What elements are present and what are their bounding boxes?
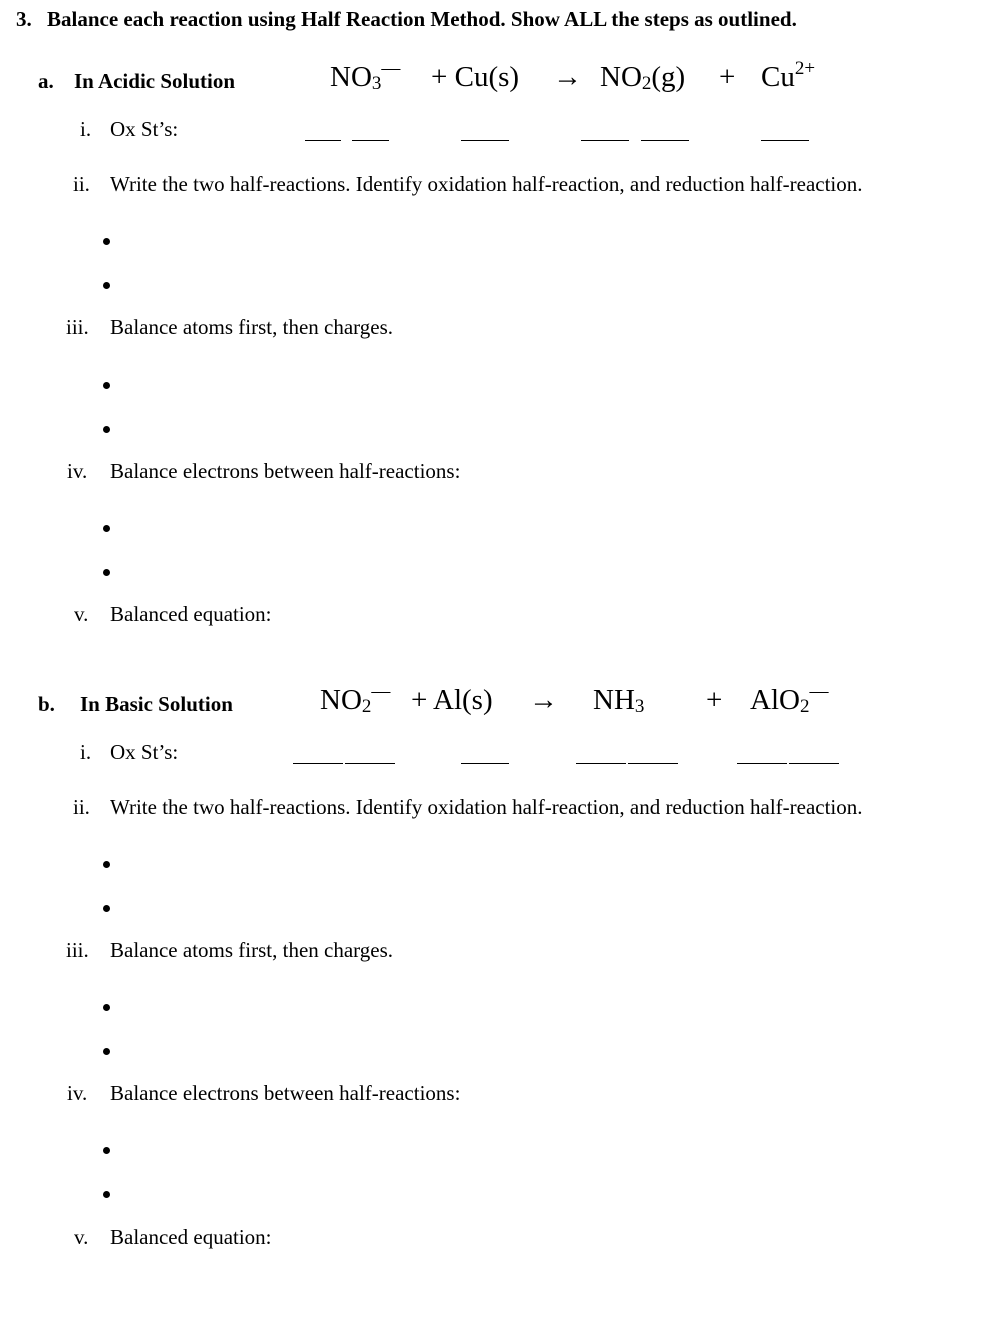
question-text: Balance each reaction using Half Reaction Method. Show ALL the steps as outlined.: [47, 7, 797, 31]
part-b-arrow: →: [529, 684, 558, 716]
part-b-product-2: AlO$_2$—: [750, 681, 829, 717]
part-b-step-i-number: i.: [80, 740, 92, 764]
part-a-step-ii-text: Write the two half-reactions. Identify oxidation half-reaction, and reduction half-reaction.: [110, 172, 863, 196]
bullet: [103, 861, 110, 868]
part-b-step-iii-number: iii.: [66, 938, 89, 962]
part-b-step-iii-text: Balance atoms first, then charges.: [110, 938, 394, 962]
part-b-letter: b.: [38, 692, 55, 716]
part-b-step-v-text: Balanced equation:: [110, 1225, 272, 1249]
part-a-step-iv-number: iv.: [67, 459, 88, 483]
part-b-step-v-number: v.: [74, 1225, 89, 1249]
part-a-letter: a.: [38, 69, 54, 93]
part-a-arrow: →: [553, 61, 582, 93]
part-a-step-i-number: i.: [80, 117, 92, 141]
part-a-step-v-text: Balanced equation:: [110, 602, 272, 626]
part-b-ox-blank-2[interactable]: [345, 763, 395, 764]
question-number: 3.: [16, 7, 32, 31]
part-a-title: In Acidic Solution: [74, 69, 236, 93]
part-b-product-1: $NH_3$: [593, 684, 645, 717]
part-b-ox-blank-4[interactable]: [576, 763, 626, 764]
part-a-reactant-1: $NO_3^—$: [330, 58, 401, 94]
part-a-step-iii-number: iii.: [66, 315, 89, 339]
bullet: [103, 1147, 110, 1154]
part-b-step-ii-number: ii.: [73, 795, 90, 819]
part-b-ox-blank-3[interactable]: [461, 763, 509, 764]
bullet: [103, 569, 110, 576]
part-a-step-ii-number: ii.: [73, 172, 90, 196]
part-b-step-ii-text: Write the two half-reactions. Identify oxidation half-reaction, and reduction half-reaction.: [110, 795, 863, 819]
part-b-step-iv-text: Balance electrons between half-reactions:: [110, 1081, 461, 1105]
part-b-ox-blank-5[interactable]: [628, 763, 678, 764]
part-a-plus: +: [719, 61, 736, 93]
bullet: [103, 1004, 110, 1011]
bullet: [103, 905, 110, 912]
part-b-reactant-2: + Al(s): [411, 684, 493, 716]
part-a-ox-blank-6[interactable]: [761, 140, 809, 141]
part-a-ox-blank-1[interactable]: [305, 140, 341, 141]
part-b-reactant-1: $NO_2^—$: [320, 681, 391, 717]
part-a-product-1: $NO_2(g)$: [600, 61, 686, 94]
part-a-product-2: $Cu^{2+}$: [761, 58, 816, 93]
part-a-ox-blank-2[interactable]: [352, 140, 389, 141]
bullet: [103, 1191, 110, 1198]
part-b-ox-blank-1[interactable]: [293, 763, 343, 764]
part-a-step-iv-text: Balance electrons between half-reactions:: [110, 459, 461, 483]
part-b-title: In Basic Solution: [80, 692, 233, 716]
bullet: [103, 382, 110, 389]
part-b-ox-blank-7[interactable]: [789, 763, 839, 764]
part-a-reactant-2: + Cu(s): [431, 61, 520, 93]
part-b-ox-blank-6[interactable]: [737, 763, 787, 764]
bullet: [103, 426, 110, 433]
part-a-step-v-number: v.: [74, 602, 89, 626]
part-a-ox-blank-5[interactable]: [641, 140, 689, 141]
part-a-ox-blank-4[interactable]: [581, 140, 629, 141]
part-a-step-iii-text: Balance atoms first, then charges.: [110, 315, 394, 339]
bullet: [103, 525, 110, 532]
question-heading: [16, 7, 797, 32]
bullet: [103, 282, 110, 289]
part-b-step-i-text: Ox St’s:: [110, 740, 179, 764]
part-a-step-i-text: Ox St’s:: [110, 117, 179, 141]
part-b-step-iv-number: iv.: [67, 1081, 88, 1105]
bullet: [103, 238, 110, 245]
bullet: [103, 1048, 110, 1055]
part-a-ox-blank-3[interactable]: [461, 140, 509, 141]
part-b-plus: +: [706, 684, 723, 716]
